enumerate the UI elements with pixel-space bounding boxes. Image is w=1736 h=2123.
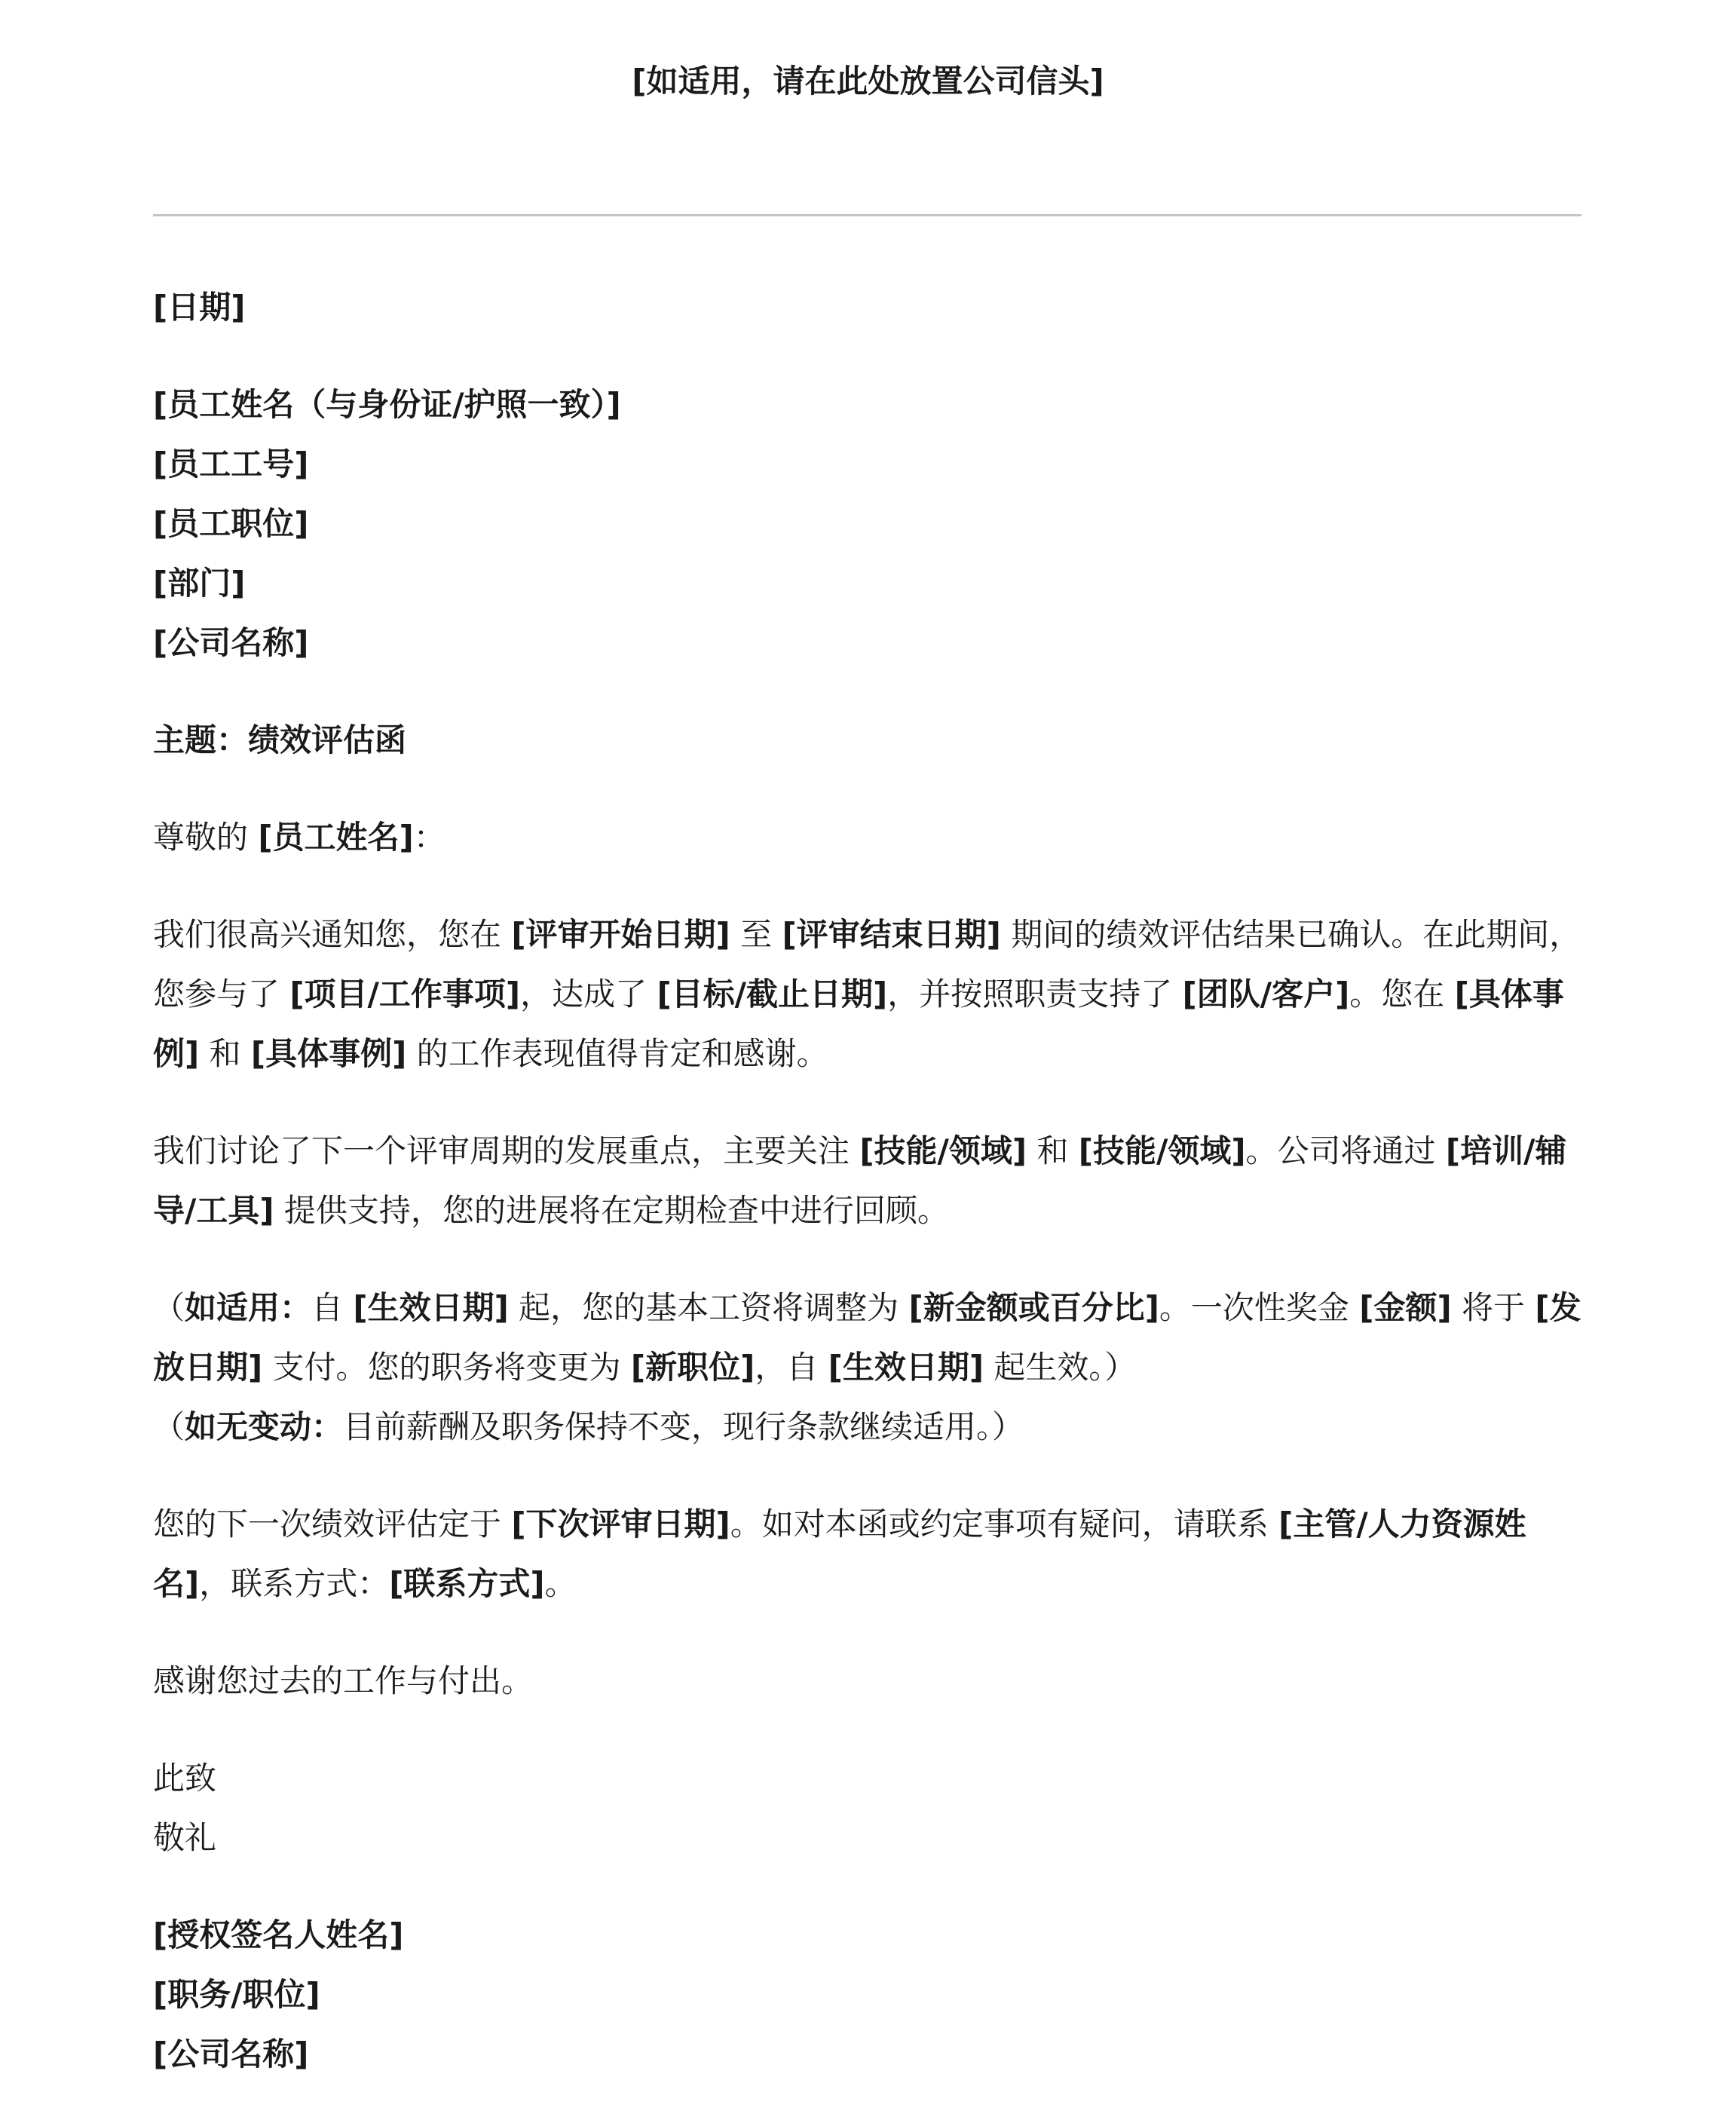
- text-run: 和: [199, 1035, 251, 1072]
- placeholder-field: [新职位]: [630, 1349, 755, 1386]
- recipient-position: [员工职位]: [153, 505, 309, 542]
- text-run: ，并按照职责支持了: [887, 976, 1183, 1012]
- signature-block: [153, 1905, 1581, 2084]
- placeholder-field: [技能/领域]: [859, 1132, 1027, 1169]
- placeholder-field: [生效日期]: [353, 1289, 509, 1326]
- text-run: 的工作表现值得肯定和感谢。: [406, 1035, 828, 1072]
- salutation-prefix: 尊敬的: [153, 819, 259, 856]
- text-run: 。一次性奖金: [1159, 1289, 1360, 1326]
- text-run: 期间的绩效评估结果已确认。在此期间，您参与了: [153, 916, 1581, 1012]
- placeholder-field: [评审结束日期]: [782, 916, 1001, 953]
- text-run: 。您在: [1349, 976, 1455, 1012]
- placeholder-field: [目标/截止日期]: [657, 976, 888, 1012]
- placeholder-field: 如无变动：: [185, 1408, 344, 1445]
- text-run: 提供支持，您的进展将在定期检查中进行回顾。: [274, 1192, 949, 1229]
- signatory-title: [职务/职位]: [153, 1976, 320, 2013]
- paragraph-development-focus: [153, 1121, 1581, 1240]
- placeholder-field: [评审开始日期]: [511, 916, 730, 953]
- placeholder-field: [生效日期]: [828, 1349, 984, 1386]
- text-run: 。如对本函或约定事项有疑问，请联系: [730, 1506, 1279, 1542]
- placeholder-field: [具体事例]: [250, 1035, 407, 1072]
- recipient-block: [153, 375, 1581, 672]
- signatory-company: [公司名称]: [153, 2036, 309, 2072]
- placeholder-field: [具体事例]: [153, 976, 1564, 1072]
- date-field: [日期]: [153, 289, 246, 326]
- salutation-suffix: ：: [413, 819, 445, 856]
- placeholder-field: [主管/人力资源姓名]: [153, 1506, 1526, 1602]
- placeholder-field: [团队/客户]: [1182, 976, 1350, 1012]
- text-run: 至: [730, 916, 782, 953]
- text-run: 起生效。）: [984, 1349, 1137, 1386]
- recipient-department: [部门]: [153, 565, 246, 602]
- text-run: 目前薪酬及职务保持不变，现行条款继续适用。）: [343, 1408, 1024, 1445]
- letter-body: [153, 277, 1581, 2084]
- signatory-name: [授权签名人姓名]: [153, 1916, 404, 1953]
- paragraph-line: [153, 916, 1581, 1072]
- text-run: 我们讨论了下一个评审周期的发展重点，主要关注: [153, 1132, 860, 1169]
- text-run: （: [153, 1289, 185, 1326]
- compensation-change-line: [153, 1278, 1581, 1397]
- text-run: 将于: [1451, 1289, 1535, 1326]
- text-run: 起，您的基本工资将调整为: [508, 1289, 909, 1326]
- text-run: ，自: [755, 1349, 828, 1386]
- text-run: 和: [1027, 1132, 1079, 1169]
- placeholder-field: [新金额或百分比]: [908, 1289, 1159, 1326]
- placeholder-field: [下次评审日期]: [511, 1506, 730, 1542]
- recipient-id: [员工工号]: [153, 446, 309, 482]
- closing-block: [153, 1748, 1581, 1867]
- placeholder-field: [发放日期]: [153, 1289, 1581, 1386]
- text-run: （: [153, 1408, 185, 1445]
- text-run: 。: [544, 1565, 577, 1602]
- letterhead-placeholder: [如适用，请在此处放置公司信头]: [632, 63, 1104, 100]
- paragraph-next-review: [153, 1494, 1581, 1613]
- recipient-name: [员工姓名（与身份证/护照一致）]: [153, 386, 621, 423]
- text-run: 我们很高兴通知您，您在: [153, 916, 512, 953]
- thanks-line: 感谢您过去的工作与付出。: [153, 1662, 534, 1699]
- text-run: 支付。您的职务将变更为: [262, 1349, 631, 1386]
- salutation: [153, 807, 1581, 867]
- text-run: ，联系方式：: [199, 1565, 390, 1602]
- placeholder-field: [金额]: [1359, 1289, 1452, 1326]
- closing-line-2: 敬礼: [153, 1819, 217, 1856]
- paragraph-compensation: [153, 1278, 1581, 1457]
- placeholder-field: [技能/领域]: [1078, 1132, 1246, 1169]
- paragraph-review-summary: [153, 905, 1581, 1083]
- no-change-line: [153, 1397, 1581, 1457]
- placeholder-field: [项目/工作事项]: [289, 976, 521, 1012]
- text-run: 您的下一次绩效评估定于: [153, 1506, 512, 1542]
- closing-line-1: 此致: [153, 1760, 217, 1797]
- placeholder-field: 如适用：: [185, 1289, 312, 1326]
- salutation-name: [员工姓名]: [258, 819, 414, 856]
- header-divider: [153, 214, 1581, 216]
- subject-line: 主题：绩效评估函: [153, 721, 407, 758]
- text-run: ，达成了: [520, 976, 657, 1012]
- text-run: 。公司将通过: [1245, 1132, 1446, 1169]
- text-run: 自: [311, 1289, 354, 1326]
- placeholder-field: [联系方式]: [389, 1565, 545, 1602]
- recipient-company: [公司名称]: [153, 624, 309, 661]
- placeholder-field: [培训/辅导/工具]: [153, 1132, 1567, 1229]
